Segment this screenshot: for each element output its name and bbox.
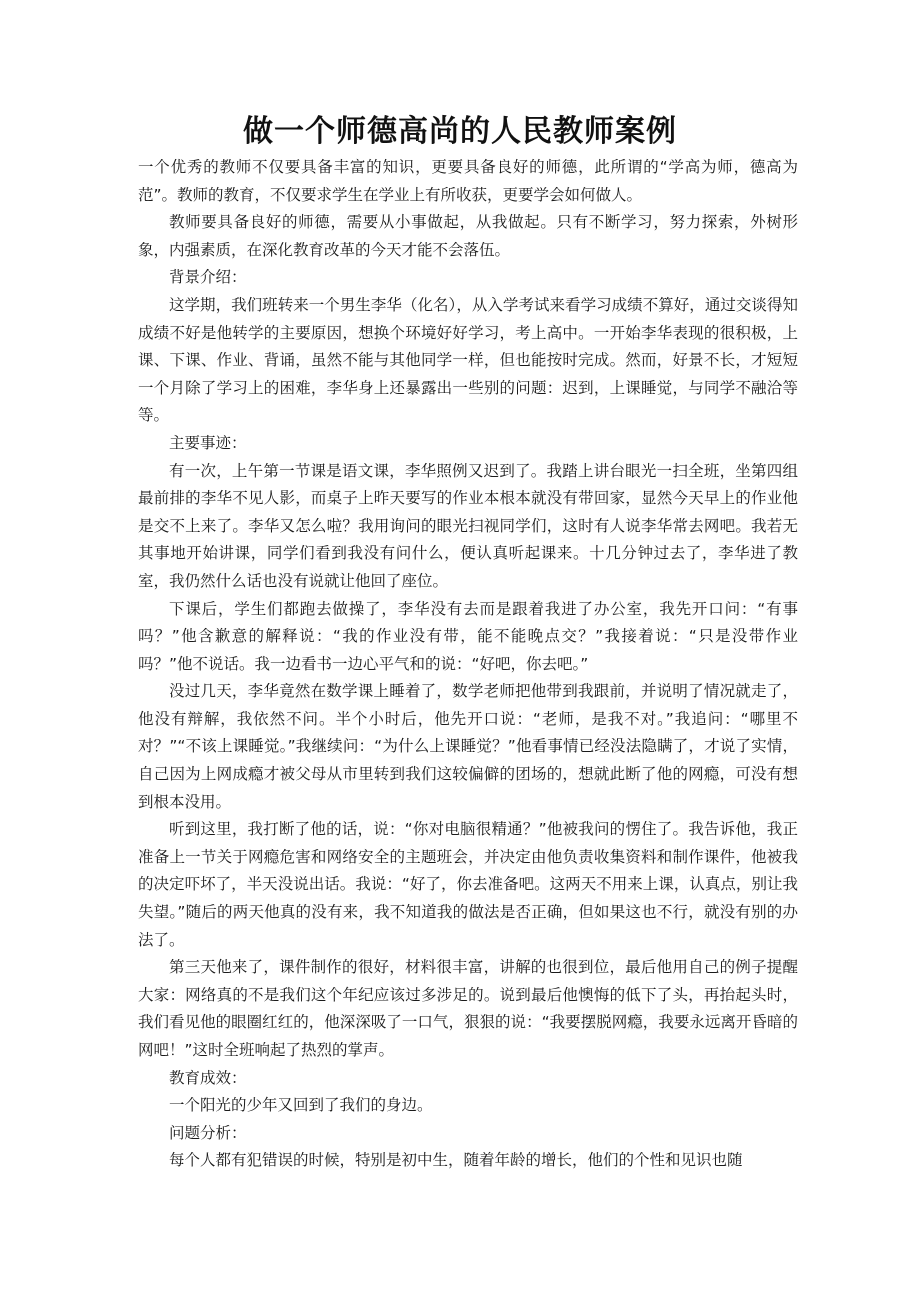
paragraph-intro: 一个优秀的教师不仅要具备丰富的知识，更要具备良好的师德，此所谓的“学高为师，德高为范”。教师的教育，不仅要求学生在学业上有所收获，更要学会如何做人。 <box>138 158 798 204</box>
paragraph-background: 这学期，我们班转来一个男生李华（化名），从入学考试来看学习成绩不算好，通过交谈得知成绩不好是他转学的主要原因，想换个环境好好学习，考上高中。一开始李华表现的很积极，上课、下课、作业、背诵，虽然不能与其他同学一样，但也能按时完成。然而，好景不长，才短短一个月除了学习上的困难，李华身上还暴露出一些别的问题：迟到，上课睡觉，与同学不融洽等等。 <box>138 295 798 425</box>
document-title: 做一个师德高尚的人民教师案例 <box>243 114 677 149</box>
paragraph-event-presentation: 第三天他来了，课件制作的很好，材料很丰富，讲解的也很到位，最后他用自己的例子提醒大家：网络真的不是我们这个年纪应该过多涉足的。说到最后他懊悔的低下了头，再抬起头时，我们看见他的眼圈红红的，他深深吸了一口气，狠狠的说：“我要摆脱网瘾，我要永远离开昏暗的网吧！”这时全班响起了热烈的掌声。 <box>138 958 798 1059</box>
paragraph-analysis: 每个人都有犯错误的时候，特别是初中生，随着年龄的增长，他们的个性和见识也随 <box>169 1151 743 1170</box>
section-heading-results: 教育成效： <box>169 1068 247 1087</box>
paragraph-event-sleeping: 没过几天，李华竟然在数学课上睡着了，数学老师把他带到我跟前，并说明了情况就走了，他没有辩解，我依然不问。半个小时后，他先开口说：“老师，是我不对。”我追问：“哪里不对？”“不该上课睡觉。”我继续问：“为什么上课睡觉？”他看事情已经没法隐瞒了，才说了实情，自己因为上网成瘾才被父母从市里转到我们这较偏僻的团场的，想就此断了他的网瘾，可没有想到根本没用。 <box>138 682 798 811</box>
paragraph-event-office: 下课后，学生们都跑去做操了，李华没有去而是跟着我进了办公室，我先开口问：“有事吗？”他含歉意的解释说：“我的作业没有带，能不能晚点交？”我接着说：“只是没带作业吗？”他不说话。我一边看书一边心平气和的说：“好吧，你去吧。” <box>138 599 798 673</box>
section-heading-background: 背景介绍： <box>169 268 247 287</box>
paragraph-results: 一个阳光的少年又回到了我们的身边。 <box>169 1096 433 1115</box>
paragraph-event-late: 有一次，上午第一节课是语文课，李华照例又迟到了。我踏上讲台眼光一扫全班，坐第四组最前排的李华不见人影，而桌子上昨天要写的作业本根本就没有带回家，显然今天早上的作业他是交不上来了。李华又怎么啦？我用询问的眼光扫视同学们，这时有人说李华常去网吧。我若无其事地开始讲课，同学们看到我没有问什么，便认真听起课来。十几分钟过去了，李华进了教室，我仍然什么话也没有说就让他回了座位。 <box>138 461 798 590</box>
document-body <box>138 154 798 1175</box>
section-heading-analysis: 问题分析： <box>169 1123 247 1142</box>
paragraph-event-class-meeting: 听到这里，我打断了他的话，说：“你对电脑很精通？”他被我问的愣住了。我告诉他，我正准备上一节关于网瘾危害和网络安全的主题班会，并决定由他负责收集资料和制作课件，他被我的决定吓坏了，半天没说出话。我说：“好了，你去准备吧。这两天不用来上课，认真点，别让我失望。”随后的两天他真的没有来，我不知道我的做法是否正确，但如果这也不行，就没有别的办法了。 <box>138 820 798 949</box>
section-heading-main-events: 主要事迹： <box>169 433 247 452</box>
paragraph-teacher-ethics: 教师要具备良好的师德，需要从小事做起，从我做起。只有不断学习，努力探索，外树形象，内强素质，在深化教育改革的今天才能不会落伍。 <box>138 213 798 259</box>
